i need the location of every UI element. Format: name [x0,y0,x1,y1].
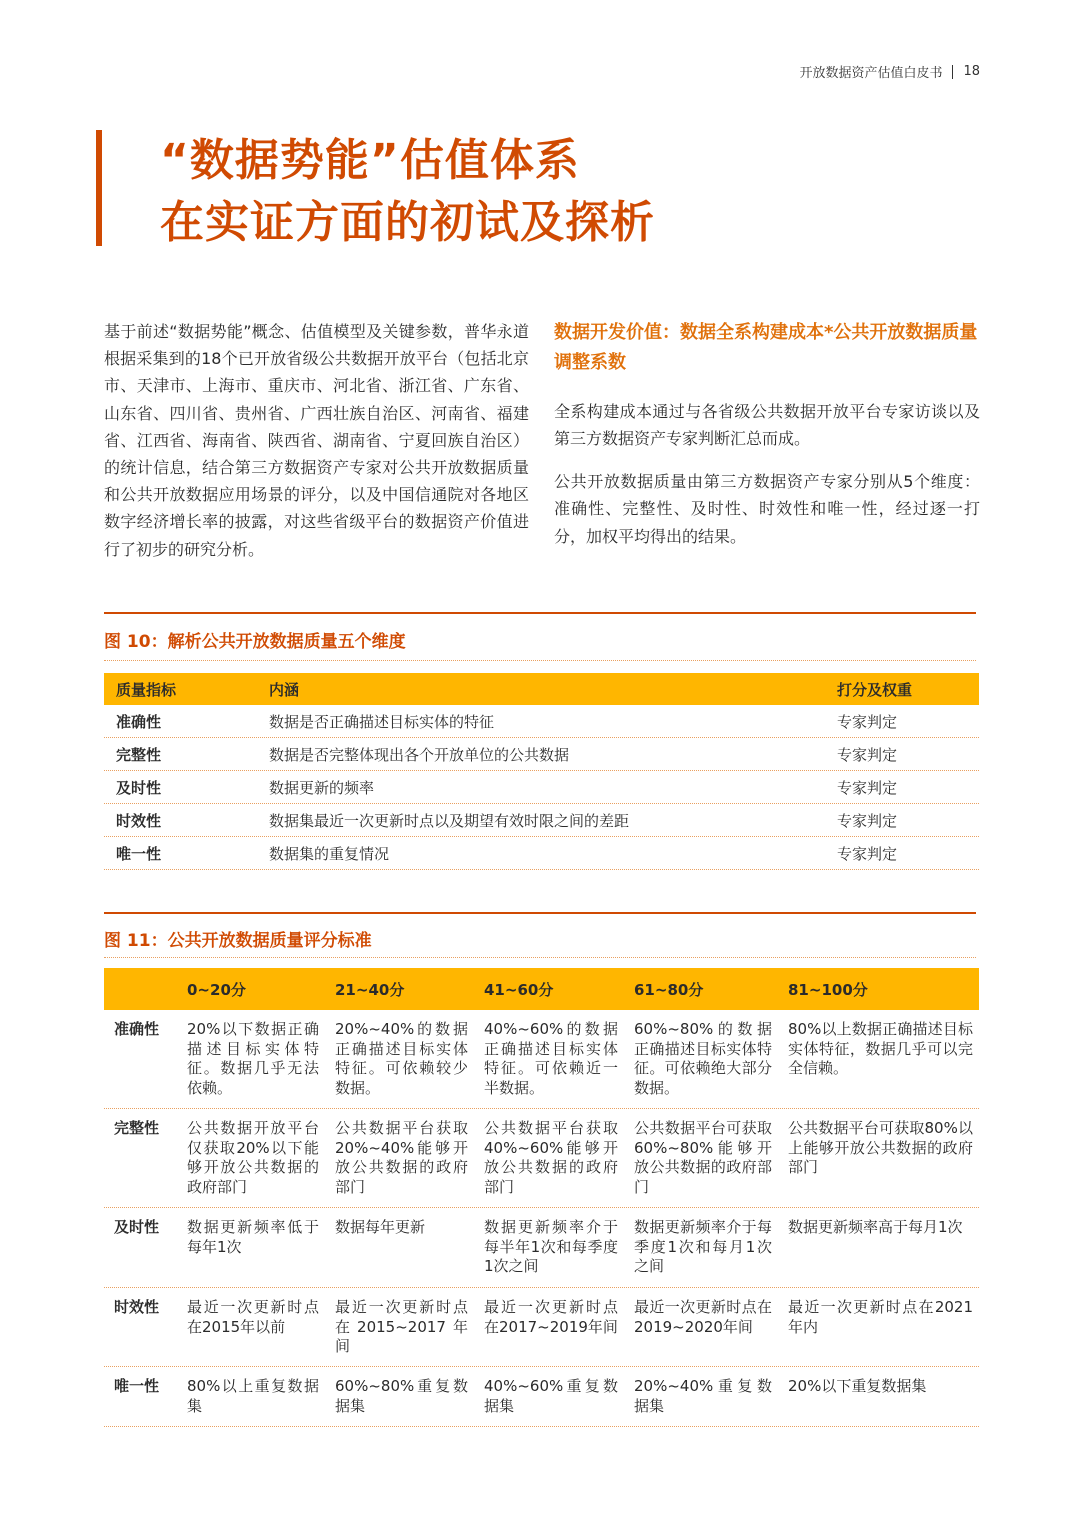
table-cell: 数据更新频率介于每半年1次和每季度1次之间 [484,1218,618,1276]
fig11-header-cell: 81~100分 [788,980,868,999]
table-row [104,1208,979,1288]
quality-paragraph: 公共开放数据质量由第三方数据资产专家分别从5个维度：准确性、完整性、及时性、时效性和唯一性，经过逐一打分，加权平均得出的结果。 [554,471,980,546]
table-cell: 专家判定 [837,778,898,797]
table-cell: 时效性 [114,1298,160,1316]
table-cell: 唯一性 [116,844,162,863]
table-cell: 最近一次更新时点在2017~2019年间 [484,1298,618,1336]
table-row [104,705,979,738]
cost-paragraph: 全系构建成本通过与各省级公共数据开放平台专家访谈以及第三方数据资产专家判断汇总而成。 [554,402,980,449]
page-header [799,62,980,81]
table-cell: 40%~60%重复数据集 [484,1377,618,1415]
table-cell: 数据每年更新 [335,1218,426,1236]
table-row [104,738,979,771]
table-cell: 80%以上重复数据集 [187,1377,319,1415]
table-cell: 完整性 [116,745,162,764]
fig10-header-row [104,673,979,705]
fig10-top-rule [104,612,976,614]
table-cell: 准确性 [114,1020,160,1038]
fig11-title: 图 11：公共开放数据质量评分标准 [104,931,372,951]
page-title-line2: 在实证方面的初试及探析 [160,197,655,248]
fig10-dotted-rule [104,660,976,661]
fig11-header-cell: 61~80分 [634,980,704,999]
table-cell: 数据是否正确描述目标实体的特征 [269,712,495,731]
table-cell: 最近一次更新时点在2021年内 [788,1298,973,1336]
table-cell: 及时性 [114,1218,160,1236]
table-cell: 专家判定 [837,811,898,830]
header-separator [952,65,953,79]
table-row [104,804,979,837]
table-cell: 20%以下重复数据集 [788,1377,927,1395]
table-cell: 数据更新的频率 [269,778,375,797]
page-title [160,130,655,254]
table-cell: 数据更新频率介于每季度1次和每月1次之间 [634,1218,772,1276]
table-cell: 20%以下数据正确描述目标实体特征。数据几乎无法依赖。 [187,1020,319,1097]
table-cell: 公共数据平台可获取60%~80%能够开放公共数据的政府部门 [634,1119,772,1196]
table-cell: 最近一次更新时点在2015~2017年间 [335,1298,468,1356]
table-cell: 公共数据平台获取40%~60%能够开放公共数据的政府部门 [484,1119,618,1196]
table-cell: 及时性 [116,778,162,797]
table-cell: 公共数据开放平台仅获取20%以下能够开放公共数据的政府部门 [187,1119,319,1196]
table-cell: 数据更新频率低于每年1次 [187,1218,319,1256]
table-cell: 数据集最近一次更新时点以及期望有效时限之间的差距 [269,811,630,830]
title-accent-bar [96,130,102,246]
table-cell: 完整性 [114,1119,160,1137]
right-column [554,318,980,565]
table-cell: 80%以上数据正确描述目标实体特征，数据几乎可以完全信赖。 [788,1020,973,1078]
table-cell: 数据集的重复情况 [269,844,390,863]
table-cell: 时效性 [116,811,162,830]
fig11-header-cell: 21~40分 [335,980,405,999]
table-cell: 最近一次更新时点在2019~2020年间 [634,1298,772,1336]
table-cell: 60%~80%的数据正确描述目标实体特征。可依赖绝大部分数据。 [634,1020,772,1097]
table-cell: 专家判定 [837,844,898,863]
page-number: 18 [963,64,980,79]
page-title-line1: “数据势能”估值体系 [160,135,580,186]
table-row [104,1010,979,1109]
fig10-header-cell: 内涵 [269,680,300,699]
table-cell: 专家判定 [837,712,898,731]
doc-title: 开放数据资产估值白皮书 [799,66,943,81]
fig11-dotted-rule [104,957,976,958]
table-row [104,837,979,870]
table-cell: 最近一次更新时点在2015年以前 [187,1298,319,1336]
formula-subhead: 数据开发价值：数据全系构建成本*公共开放数据质量调整系数 [554,322,978,373]
table-cell: 准确性 [116,712,162,731]
table-cell: 专家判定 [837,745,898,764]
table-cell: 20%~40%重复数据集 [634,1377,772,1415]
fig11-top-rule [104,912,976,914]
table-row [104,1288,979,1367]
fig11-header-cell: 0~20分 [187,980,246,999]
fig11-header-row [104,968,979,1010]
fig10-title: 图 10：解析公共开放数据质量五个维度 [104,632,406,652]
table-row [104,1367,979,1427]
fig10-header-cell: 打分及权重 [837,680,913,699]
table-row [104,1109,979,1208]
fig11-header-cell: 41~60分 [484,980,554,999]
fig11-table [104,968,979,1427]
table-cell: 公共数据平台可获取80%以上能够开放公共数据的政府部门 [788,1119,973,1177]
table-row [104,771,979,804]
fig10-table [104,673,979,870]
table-cell: 数据是否完整体现出各个开放单位的公共数据 [269,745,570,764]
table-cell: 60%~80%重复数据集 [335,1377,468,1415]
intro-paragraph: 基于前述“数据势能”概念、估值模型及关键参数，普华永道根据采集到的18个已开放省级公共数据开放平台（包括北京市、天津市、上海市、重庆市、河北省、浙江省、广东省、山东省、四川省、贵州省、广西壮族自治区、河南省、福建省、江西省、海南省、陕西省、湖南省、宁夏回族自治区）的统计信息，结合第三方数据资产专家对公共开放数据质量和公共开放数据应用场景的评分，以及中国信通院对各地区数字经济增长率的披露，对这些省级平台的数据资产价值进行了初步的研究分析。 [104,322,529,559]
table-cell: 公共数据平台获取20%~40%能够开放公共数据的政府部门 [335,1119,468,1196]
table-cell: 唯一性 [114,1377,160,1395]
table-cell: 40%~60%的数据正确描述目标实体特征。可依赖近一半数据。 [484,1020,618,1097]
table-cell: 20%~40%的数据正确描述目标实体特征。可依赖较少数据。 [335,1020,468,1097]
table-cell: 数据更新频率高于每月1次 [788,1218,963,1236]
fig10-header-cell: 质量指标 [116,680,177,699]
